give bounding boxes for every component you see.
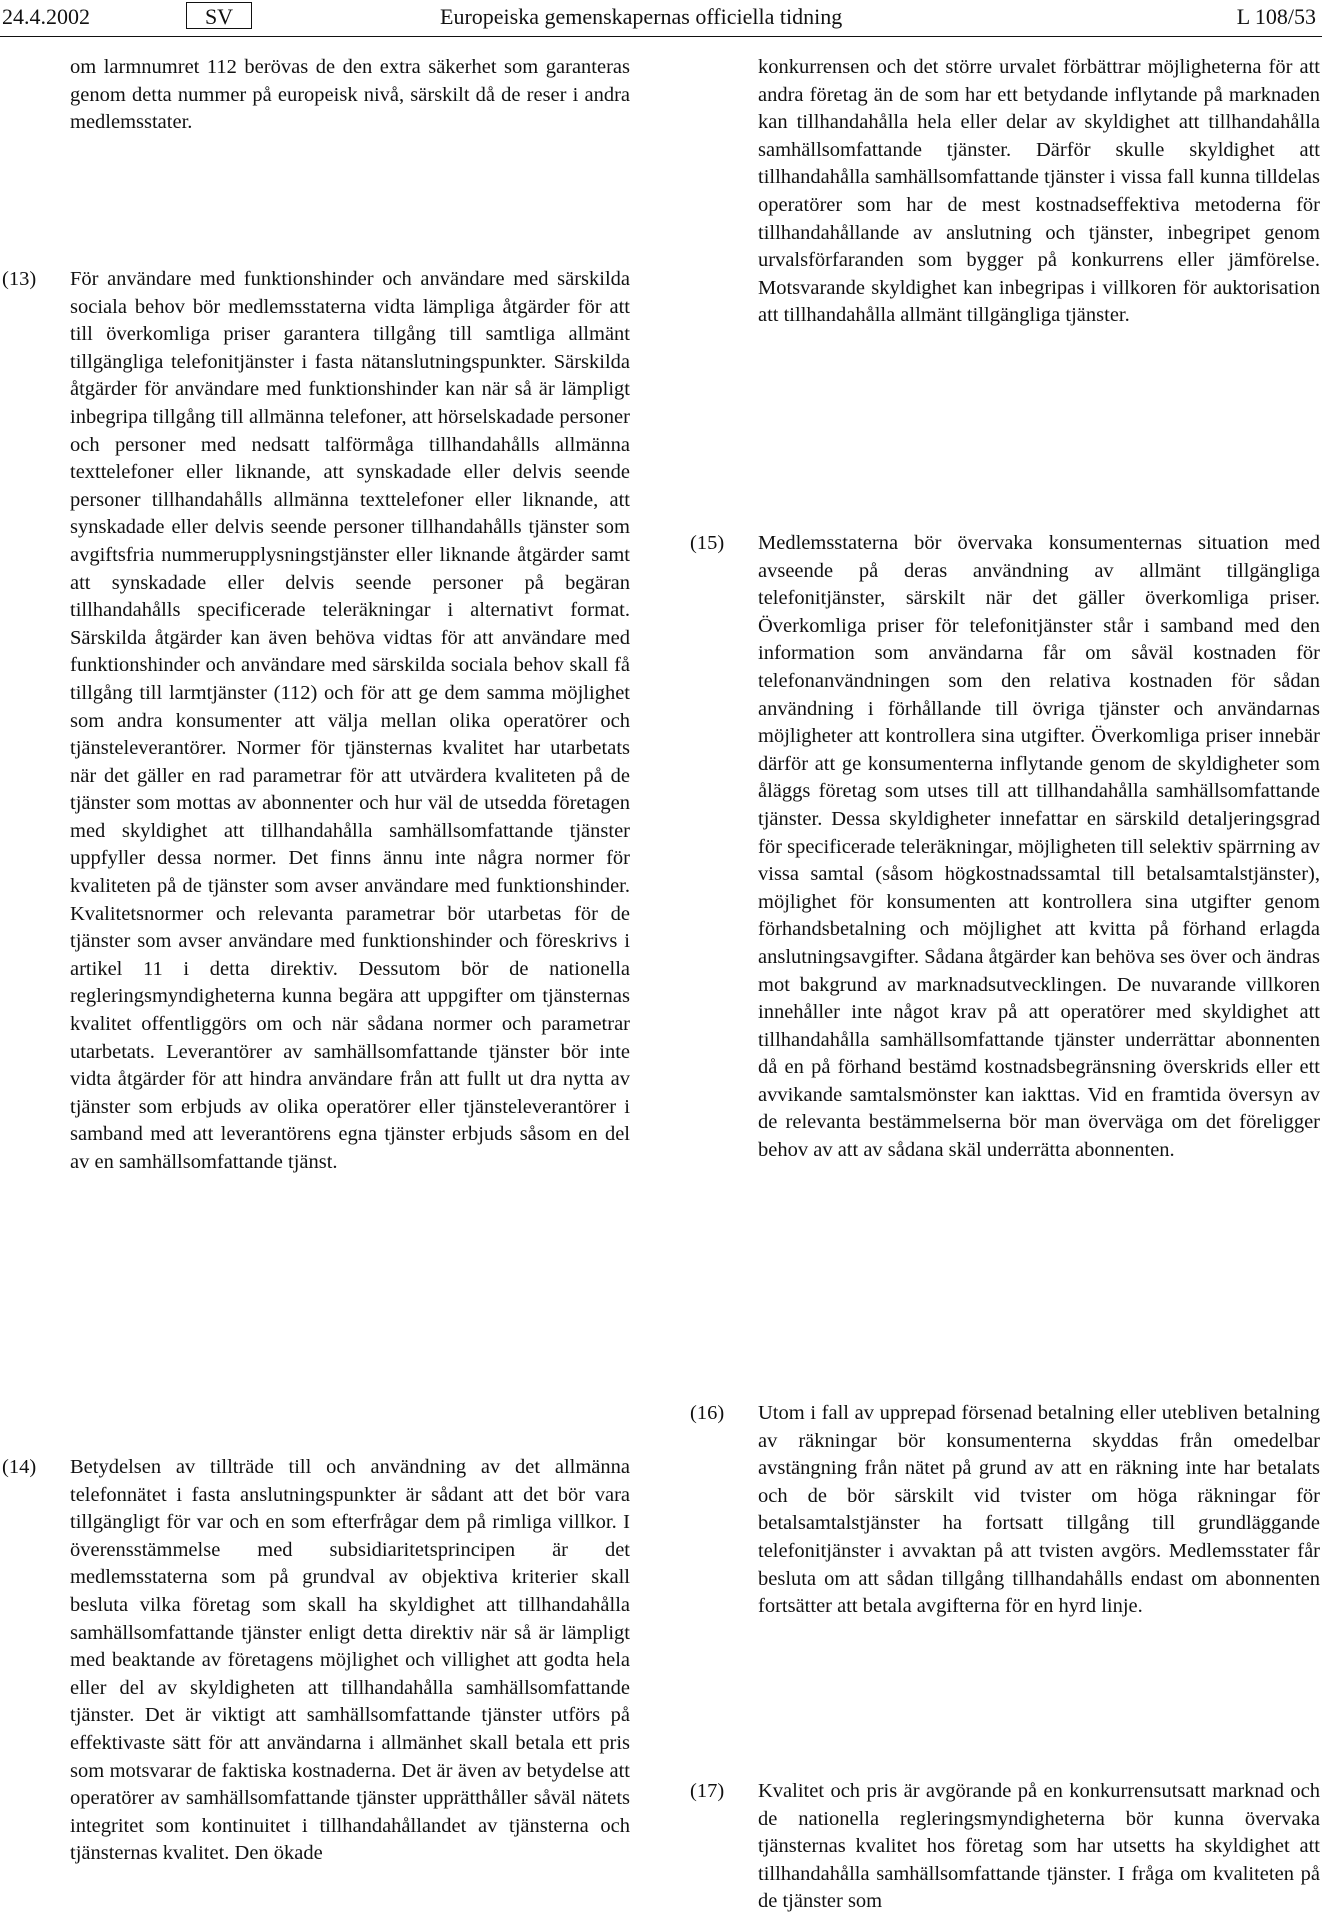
paragraph-text: konkurrensen och det större urvalet förbättrar möjligheterna för att andra företag än de som har ett betydande inflytande på marknaden kan tillhandahålla hela eller delar av skyldighet att tillhandahålla samhällsomfattande tjänster. Därför skulle skyldighet att tillhandahålla samhällsomfattande tjänster i vissa fall kunna tilldelas operatörer som har de mest kostnadseffektiva metoderna för tillhandahållande av anslutning och tjänster, inbegripet genom urvalsförfaranden som bygger på konkurrens eller jämförelse. Motsvarande skyldighet kan inbegripas i villkoren för auktorisation att tillhandahålla allmänt tillgängliga tjänster. (758, 56, 1320, 327)
paragraph-number: (16) (690, 1402, 725, 1424)
paragraph-text: Kvalitet och pris är avgörande på en konkurrensutsatt marknad och de nationella regleringsmyndigheterna bör kunna övervaka tjänsternas kvalitet hos företag som har utsetts ha skyldighet att tillhandahålla samhällsomfattande tjänster. I fråga om kvaliteten på de tjänster som (758, 1780, 1320, 1913)
language-badge: SV (186, 2, 252, 29)
header-rule (0, 36, 1322, 37)
journal-title: Europeiska gemenskapernas officiella tidning (440, 4, 843, 29)
paragraph-text: Utom i fall av upprepad försenad betalning eller utebliven betalning av räkningar bör konsumenterna skyddas från omedelbar avstängning från nätet på grund av att en räkning inte har betalats och de bör särskilt vid tvister om höga räkningar för betalsamtalstjänster ha fortsatt tillgång till grundläggande telefonitjänster i avvaktan på att tvisten avgörs. Medlemsstater får besluta om att sådan tillgång tillhandahålls endast om abonnenten fortsätter att betala avgifterna för en hyrd linje. (758, 1402, 1320, 1618)
paragraph-number: (17) (690, 1780, 725, 1802)
paragraph-number: (15) (690, 532, 725, 554)
paragraph-number: (13) (2, 268, 37, 290)
publication-date: 24.4.2002 (2, 4, 90, 29)
paragraph-text: Betydelsen av tillträde till och användning av det allmänna telefonnätet i fasta anslutningspunkter är sådant att det bör vara tillgängligt för var och en som efterfrågar dem på rimliga villkor. I överensstämmelse med subsidiaritetsprincipen är det medlemsstaterna som på grundval av objektiva kriterier skall besluta vilka företag som skall ha skyldighet att tillhandahålla samhällsomfattande tjänster enligt detta direktiv när så är lämpligt med beaktande av företagens möjlighet och villighet att godta hela eller del av skyldigheten att tillhandahålla samhällsomfattande tjänster. Det är viktigt att samhällsomfattande tjänster utförs på effektivaste sätt för att användarna i allmänhet skall betala ett pris som motsvarar de faktiska kostnaderna. Det är även av betydelse att operatörer av samhällsomfattande tjänster upprätthåller såväl nätets integritet som kontinuitet i tillhandahållandet av tjänsterna och tjänsternas kvalitet. Den ökade (70, 1456, 630, 1865)
paragraph-text: För användare med funktionshinder och användare med särskilda sociala behov bör medlemsstaterna vidta lämpliga åtgärder för att till överkomliga priser garantera tillgång till samtliga allmänt tillgängliga telefonitjänster i fasta nätanslutningspunkter. Särskilda åtgärder för användare med funktionshinder kan när så är lämpligt inbegripa tillgång till allmänna telefoner, att hörselskadade personer och personer med nedsatt talförmåga tillhandahålls allmänna texttelefoner eller liknande, att synskadade eller delvis seende personer tillhandahålls allmänna texttelefoner eller liknande, att synskadade eller delvis seende personer tillhandahålls tjänster som avgiftsfria nummerupplysningstjänster eller liknande åtgärder samt att synskadade eller delvis seende personer på begäran tillhandahålls specificerade teleräkningar i alternativt format. Särskilda åtgärder kan även behöva vidtas för att användare med funktionshinder och användare med särskilda sociala behov skall få tillgång till larmtjänster (112) och för att ge dem samma möjlighet som andra konsumenter att välja mellan olika operatörer och tjänsteleverantörer. Normer för tjänsternas kvalitet har utarbetats när det gäller en rad parametrar för att utvärdera kvaliteten på de tjänster som mottas av abonnenter och hur väl de utsedda företagen med skyldighet att tillhandahålla samhällsomfattande tjänster uppfyller dessa normer. Det finns ännu inte några normer för kvaliteten på de tjänster som avser användare med funktionshinder. Kvalitetsnormer och relevanta parametrar bör utarbetas för de tjänster som avser användare med funktionshinder och föreskrivs i artikel 11 i detta direktiv. Dessutom bör de nationella regleringsmyndigheterna kunna begära att uppgifter om tjänsternas kvalitet offentliggörs om och när sådana normer och parametrar utarbetats. Leverantörer av samhällsomfattande tjänster bör inte vidta åtgärder för att hindra användare från att fullt ut dra nytta av tjänster som erbjuds av olika operatörer eller tjänsteleverantörer i samband med att leverantörens egna tjänster erbjuds såsom en del av en samhällsomfattande tjänst. (70, 268, 630, 1173)
paragraph-text: om larmnumret 112 berövas de den extra säkerhet som garanteras genom detta nummer på europeisk nivå, särskilt då de reser i andra medlemsstater. (70, 56, 630, 134)
page-header (0, 0, 1322, 34)
paragraph-text: Medlemsstaterna bör övervaka konsumenternas situation med avseende på deras användning av allmänt tillgängliga telefonitjänster, särskilt när det gäller överkomliga priser. Överkomliga priser för telefonitjänster står i samband med den information som användarna får om såväl kostnaden för telefonanvändningen som den relativa kostnaden för sådan användning i förhållande till övriga tjänster och användarnas möjligheter att kontrollera sina utgifter. Överkomliga priser innebär därför att ge konsumenterna inflytande genom de skyldigheter som åläggs företag som utses till att tillhandahålla samhällsomfattande tjänster. Dessa skyldigheter innefattar en särskild detaljeringsgrad för specificerade teleräkningar, möjligheten till selektiv spärrning av vissa samtal (såsom högkostnadssamtal till betalsamtalstjänster), möjlighet för konsumenten att kontrollera sina utgifter genom förhandsbetalning och möjlighet att kvitta på förhand erlagda anslutningsavgifter. Sådana åtgärder kan behöva ses över och ändras mot bakgrund av marknadsutvecklingen. De nuvarande villkoren innehåller inte något krav på att operatörer med skyldighet att tillhandahålla samhällsomfattande tjänster underrättar abonnenten då en på förhand bestämd kostnadsbegränsning överskrids eller ett avvikande samtalsmönster kan iakttas. Vid en framtida översyn av de relevanta bestämmelserna bör man överväga om det föreligger behov av att av sådana skäl underrätta abonnenten. (758, 532, 1320, 1162)
paragraph-number: (14) (2, 1456, 37, 1478)
page-reference: L 108/53 (1236, 4, 1316, 29)
